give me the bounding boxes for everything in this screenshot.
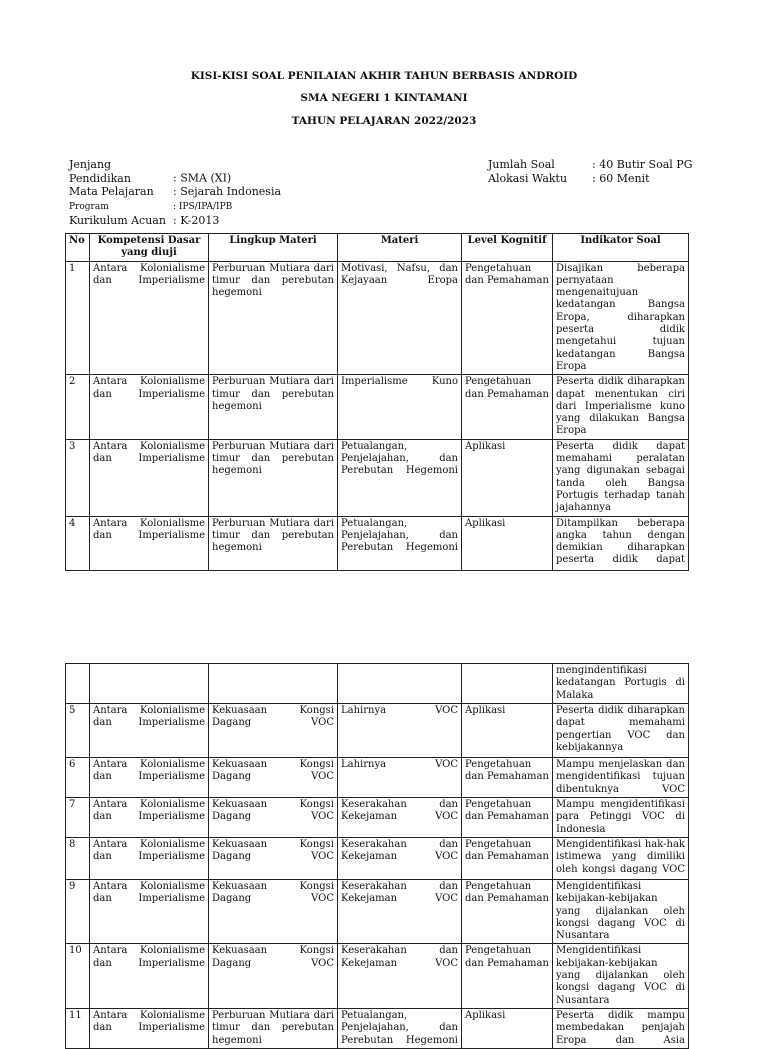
- row-number-cell: 8: [66, 838, 90, 880]
- lingkup-materi-cell: Perburuan Mutiara dari timur dan perebutan hegemoni: [209, 1008, 338, 1048]
- row-number-cell: 11: [66, 1008, 90, 1048]
- kompetensi-dasar-cell: Antara Kolonialisme dan Imperialisme: [90, 704, 209, 758]
- meta-value: : 60 Menit: [592, 171, 650, 185]
- row-number-cell: 10: [66, 944, 90, 1008]
- level-kognitif-cell: Pengetahuan dan Pemahaman: [462, 758, 553, 798]
- lingkup-materi-cell: Kekuasaan Kongsi Dagang VOC: [209, 798, 338, 838]
- document-title: KISI-KISI SOAL PENILAIAN AKHIR TAHUN BERBASIS ANDROID: [190, 70, 578, 82]
- lingkup-materi-cell: Kekuasaan Kongsi Dagang VOC: [209, 880, 338, 944]
- materi-cell: Keserakahan dan Kekejaman VOC: [338, 838, 462, 880]
- meta-value: : K-2013: [173, 214, 220, 227]
- meta-value: : SMA (XI): [173, 171, 232, 185]
- materi-cell: Motivasi, Nafsu, dan Kejayaan Eropa: [338, 261, 462, 375]
- level-kognitif-cell: Pengetahuan dan Pemahaman: [462, 375, 553, 439]
- header-cell: No: [66, 234, 90, 262]
- table-row: [66, 798, 689, 838]
- lingkup-materi-cell: Perburuan Mutiara dari timur dan perebutan hegemoni: [209, 516, 338, 570]
- meta-value: : Sejarah Indonesia: [173, 185, 282, 198]
- level-kognitif-cell: Aplikasi: [462, 516, 553, 570]
- kompetensi-dasar-cell: Antara Kolonialisme dan Imperialisme: [90, 375, 209, 439]
- indikator-soal-cell: Mengidentifikasi hak-hak istimewa yang dimiliki oleh kongsi dagang VOC: [553, 838, 689, 880]
- indikator-soal-cell: Mampu mengidentifikasi para Petinggi VOC di Indonesia: [553, 798, 689, 838]
- table-row: [66, 664, 689, 704]
- header-cell: Indikator Soal: [553, 234, 689, 262]
- meta-label: Mata Pelajaran: [69, 185, 154, 198]
- lingkup-materi-cell: Kekuasaan Kongsi Dagang VOC: [209, 838, 338, 880]
- lingkup-materi-cell: Perburuan Mutiara dari timur dan perebutan hegemoni: [209, 261, 338, 375]
- indikator-soal-cell: mengindentifikasi kedatangan Portugis di Malaka: [553, 664, 689, 704]
- indikator-soal-cell: Ditampilkan beberapa angka tahun dengan demikian diharapkan peserta didik dapat: [553, 516, 689, 570]
- lingkup-materi-cell: Kekuasaan Kongsi Dagang VOC: [209, 758, 338, 798]
- materi-cell: Lahirnya VOC: [338, 704, 462, 758]
- meta-label: Jumlah Soal: [488, 158, 555, 171]
- kompetensi-dasar-cell: Antara Kolonialisme dan Imperialisme: [90, 880, 209, 944]
- row-number-cell: 9: [66, 880, 90, 944]
- kompetensi-dasar-cell: Antara Kolonialisme dan Imperialisme: [90, 261, 209, 375]
- row-number-cell: 3: [66, 439, 90, 516]
- header-cell: Level Kognitif: [462, 234, 553, 262]
- row-number-cell: 1: [66, 261, 90, 375]
- kompetensi-dasar-cell: Antara Kolonialisme dan Imperialisme: [90, 798, 209, 838]
- materi-cell: Lahirnya VOC: [338, 758, 462, 798]
- indikator-soal-cell: Peserta didik diharapkan dapat memahami pengertian VOC dan kebijakannya: [553, 704, 689, 758]
- lingkup-materi-cell: [209, 664, 338, 704]
- level-kognitif-cell: Pengetahuan dan Pemahaman: [462, 798, 553, 838]
- header-cell: Lingkup Materi: [209, 234, 338, 262]
- header-cell: Kompetensi Dasar yang diuji: [90, 234, 209, 262]
- materi-cell: Petualangan, Penjelajahan, dan Perebutan Hegemoni: [338, 439, 462, 516]
- level-kognitif-cell: Pengetahuan dan Pemahaman: [462, 880, 553, 944]
- materi-cell: Petualangan, Penjelajahan, dan Perebutan Hegemoni: [338, 1008, 462, 1048]
- indikator-soal-cell: Mampu menjelaskan dan mengidentifikasi tujuan dibentuknya VOC: [553, 758, 689, 798]
- grid-table-page-2: [65, 663, 689, 1049]
- table-row: [66, 704, 689, 758]
- school-name: SMA NEGERI 1 KINTAMANI: [300, 92, 468, 104]
- materi-cell: [338, 664, 462, 704]
- row-number-cell: 5: [66, 704, 90, 758]
- level-kognitif-cell: Pengetahuan dan Pemahaman: [462, 838, 553, 880]
- level-kognitif-cell: Pengetahuan dan Pemahaman: [462, 261, 553, 375]
- lingkup-materi-cell: Kekuasaan Kongsi Dagang VOC: [209, 944, 338, 1008]
- indikator-soal-cell: Peserta didik dapat memahami peralatan yang digunakan sebagai tanda oleh Bangsa Portugis terhadap tanah jajahannya: [553, 439, 689, 516]
- indikator-soal-cell: Peserta didik diharapkan dapat menentukan ciri dari Imperialisme kuno yang dilakukan Bangsa Eropa: [553, 375, 689, 439]
- table-row: [66, 880, 689, 944]
- row-number-cell: 2: [66, 375, 90, 439]
- meta-label: Program: [69, 201, 109, 212]
- kompetensi-dasar-cell: Antara Kolonialisme dan Imperialisme: [90, 838, 209, 880]
- indikator-soal-cell: Mengidentifikasi kebijakan-kebijakan yang dijalankan oleh kongsi dagang VOC di Nusantara: [553, 944, 689, 1008]
- lingkup-materi-cell: Kekuasaan Kongsi Dagang VOC: [209, 704, 338, 758]
- materi-cell: Keserakahan dan Kekejaman VOC: [338, 944, 462, 1008]
- materi-cell: Imperialisme Kuno: [338, 375, 462, 439]
- kompetensi-dasar-cell: [90, 664, 209, 704]
- level-kognitif-cell: [462, 664, 553, 704]
- meta-value: : IPS/IPA/IPB: [173, 201, 233, 212]
- table-row: [66, 944, 689, 1008]
- table-row: [66, 758, 689, 798]
- level-kognitif-cell: Pengetahuan dan Pemahaman: [462, 944, 553, 1008]
- kompetensi-dasar-cell: Antara Kolonialisme dan Imperialisme: [90, 439, 209, 516]
- materi-cell: Keserakahan dan Kekejaman VOC: [338, 880, 462, 944]
- lingkup-materi-cell: Perburuan Mutiara dari timur dan perebutan hegemoni: [209, 439, 338, 516]
- kompetensi-dasar-cell: Antara Kolonialisme dan Imperialisme: [90, 944, 209, 1008]
- level-kognitif-cell: Aplikasi: [462, 439, 553, 516]
- indikator-soal-cell: Mengidentifikasi kebijakan-kebijakan yang dijalankan oleh kongsi dagang VOC di Nusantara: [553, 880, 689, 944]
- academic-year: TAHUN PELAJARAN 2022/2023: [291, 115, 477, 127]
- level-kognitif-cell: Aplikasi: [462, 704, 553, 758]
- row-number-cell: 6: [66, 758, 90, 798]
- table-row: [66, 1008, 689, 1048]
- indikator-soal-cell: Peserta didik mampu membedakan penjajah Eropa dan Asia: [553, 1008, 689, 1048]
- kompetensi-dasar-cell: Antara Kolonialisme dan Imperialisme: [90, 758, 209, 798]
- row-number-cell: [66, 664, 90, 704]
- table-row: [66, 838, 689, 880]
- meta-label: Alokasi Waktu: [488, 171, 568, 185]
- row-number-cell: 7: [66, 798, 90, 838]
- level-kognitif-cell: Aplikasi: [462, 1008, 553, 1048]
- kompetensi-dasar-cell: Antara Kolonialisme dan Imperialisme: [90, 516, 209, 570]
- kompetensi-dasar-cell: Antara Kolonialisme dan Imperialisme: [90, 1008, 209, 1048]
- meta-label: Kurikulum Acuan: [69, 214, 166, 227]
- meta-value: : 40 Butir Soal PG: [592, 158, 693, 171]
- row-number-cell: 4: [66, 516, 90, 570]
- materi-cell: Keserakahan dan Kekejaman VOC: [338, 798, 462, 838]
- lingkup-materi-cell: Perburuan Mutiara dari timur dan perebutan hegemoni: [209, 375, 338, 439]
- materi-cell: Petualangan, Penjelajahan, dan Perebutan Hegemoni: [338, 516, 462, 570]
- meta-label: Jenjang Pendidikan: [69, 158, 131, 185]
- indikator-soal-cell: Disajikan beberapa pernyataan mengenaitujuan kedatangan Bangsa Eropa, diharapkan peserta didik mengetahui tujuan kedatangan Bangsa Eropa: [553, 261, 689, 375]
- header-cell: Materi: [338, 234, 462, 262]
